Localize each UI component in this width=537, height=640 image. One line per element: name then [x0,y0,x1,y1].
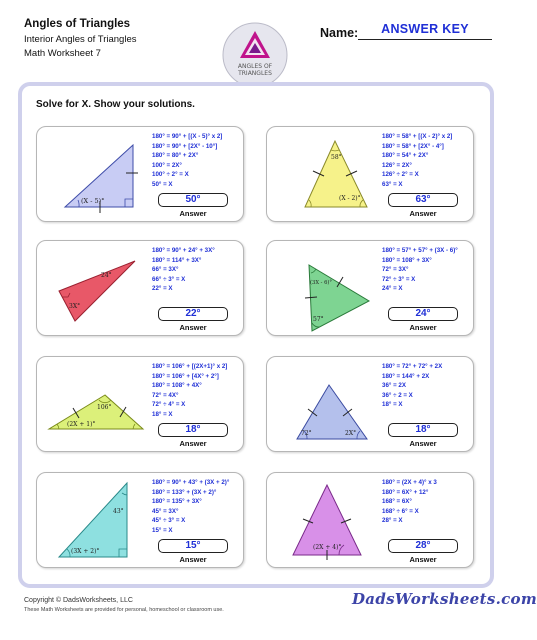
problem-card-6 [266,356,474,452]
solution-step: 180° = 90° + 24° + 3X° [152,247,215,254]
solution-step: 180° = 133° + (3X + 2)° [152,488,217,496]
solution-step: 168° = 6X° [382,498,412,505]
solution-step: 63° = X [382,180,403,188]
answer-box: 15° [158,539,228,553]
solution-step: 100° = 2X° [152,161,182,169]
triangle-figure-3 [37,241,152,337]
answer-box: 24° [388,307,458,321]
angle-label: (3X - 6)° [310,280,332,286]
problem-card-3 [36,240,244,336]
solution-steps [382,132,474,189]
solution-step: 180° = 58° + [(X - 2)° x 2] [382,133,453,140]
name-value: ANSWER KEY [381,22,469,36]
problem-card-1 [36,126,244,222]
angles-logo-icon [222,22,288,88]
answer-box: 28° [388,539,458,553]
worksheet-number: Math Worksheet 7 [24,48,101,59]
answer-label: Answer [409,555,437,564]
solution-step: 72° = 4X° [152,391,179,399]
angle-label: 24° [101,272,112,279]
solution-step: 126° = 2X° [382,161,412,169]
angle-label: (X - 2)° [339,195,361,202]
solution-step: 72° = 3X° [382,266,409,273]
triangle-figure-4 [267,241,382,337]
angle-label: 106° [97,404,112,411]
angle-label: 43° [113,508,124,515]
problem-card-8 [266,472,474,568]
instructions: Solve for X. Show your solutions. [36,99,195,110]
solution-step: 36° = 2X [382,382,406,389]
solution-step: 50° = X [152,180,173,188]
solution-step: 180° = 54° + 2X° [382,152,429,159]
angle-label: 3X° [69,303,81,310]
triangle-figure-5 [37,357,152,453]
name-label: Name: [320,26,359,40]
angle-label: 57° [313,316,324,323]
angle-label: (X - 5)° [81,197,105,205]
solution-step: 24° = X [382,285,403,292]
solution-step: 180° = 108° + 4X° [152,382,202,389]
solution-step: 180° = 72° + 72° + 2X [382,363,443,370]
logo-text-2: TRIANGLES [238,70,272,77]
problem-card-2 [266,126,474,222]
triangle-figure-2 [267,127,382,223]
usage-note: These Math Worksheets are provided for personal, homeschool or classroom use. [24,607,224,613]
answer-label: Answer [179,323,207,332]
solution-step: 180° = 80° + 2X° [152,152,199,159]
answer-label: Answer [179,209,207,218]
solution-step: 15° = X [152,526,173,534]
answer-label: Answer [409,209,437,218]
solution-step: 168° ÷ 6° = X [382,507,419,515]
triangle-shape [59,261,135,321]
answer-label: Answer [179,555,207,564]
solution-step: 180° = 108° + 3X° [382,256,432,264]
triangle-figure-6 [267,357,382,453]
answer-box: 18° [388,423,458,437]
answer-box: 50° [158,193,228,207]
solution-step: 45° = 3X° [152,507,179,515]
solution-step: 180° = (2X + 4)° x 3 [382,479,437,486]
solution-steps [382,246,474,294]
solution-step: 180° = 106° + [4X° + 2°] [152,372,219,380]
solution-step: 100° ÷ 2° = X [152,171,189,178]
solution-step: 180° = 135° + 3X° [152,498,202,505]
solution-steps [152,362,244,419]
solution-step: 126° ÷ 2° = X [382,171,419,178]
problem-card-4 [266,240,474,336]
copyright-text: Copyright © DadsWorksheets, LLC [24,597,133,604]
problem-card-7 [36,472,244,568]
solution-steps [152,478,244,535]
answer-label: Answer [179,439,207,448]
solution-steps [382,478,474,526]
solution-step: 45° ÷ 3° = X [152,517,186,524]
solution-step: 180° = 114° + 3X° [152,256,202,264]
solution-step: 66° ÷ 3° = X [152,275,186,283]
solution-steps [152,246,244,294]
angle-label: (3X + 2)° [71,548,100,555]
dadsworksheets-logo: DadsWorksheets.com [352,590,537,608]
solution-steps [382,362,474,410]
solution-step: 72° ÷ 3° = X [382,275,416,283]
solution-step: 180° = 90° + [(X - 5)° x 2] [152,133,223,140]
solution-step: 180° = 57° + 57° + (3X - 6)° [382,247,458,254]
answer-label: Answer [409,323,437,332]
angle-label: 58° [331,154,342,161]
worksheet-subtitle: Interior Angles of Triangles [24,34,137,45]
triangle-figure-1 [37,127,152,223]
solution-step: 180° = 58° + [2X° - 4°] [382,142,444,150]
angle-label: (2X + 4)° [313,544,342,551]
solution-step: 28° = X [382,517,403,524]
triangle-figure-7 [37,473,152,569]
answer-box: 18° [158,423,228,437]
solution-step: 72° ÷ 4° = X [152,401,186,408]
answer-box: 22° [158,307,228,321]
answer-box: 63° [388,193,458,207]
angle-label: 72° [301,430,312,437]
solution-step: 18° = X [152,410,173,418]
solution-step: 180° = 90° + [2X° - 10°] [152,142,218,150]
solution-step: 66° = 3X° [152,266,179,273]
triangle-shape [49,395,143,429]
angle-label: 2X° [345,430,357,437]
solution-step: 180° = 106° + [(2X+1)° x 2] [152,363,228,370]
solution-step: 22° = X [152,285,173,292]
triangle-shape [59,483,127,557]
triangle-figure-8 [267,473,382,569]
solution-step: 180° = 144° + 2X [382,372,430,380]
angle-label: (2X + 1)° [67,421,96,428]
worksheet-title: Angles of Triangles [24,18,131,30]
solution-step: 180° = 6X° + 12° [382,488,429,496]
solution-step: 180° = 90° + 43° + (3X + 2)° [152,479,230,486]
solution-step: 18° = X [382,401,403,408]
solution-step: 36° ÷ 2 = X [382,391,413,399]
logo-text-1: ANGLES OF [237,63,273,70]
answer-label: Answer [409,439,437,448]
problem-card-5 [36,356,244,452]
solution-steps [152,132,244,189]
name-line [358,39,492,40]
